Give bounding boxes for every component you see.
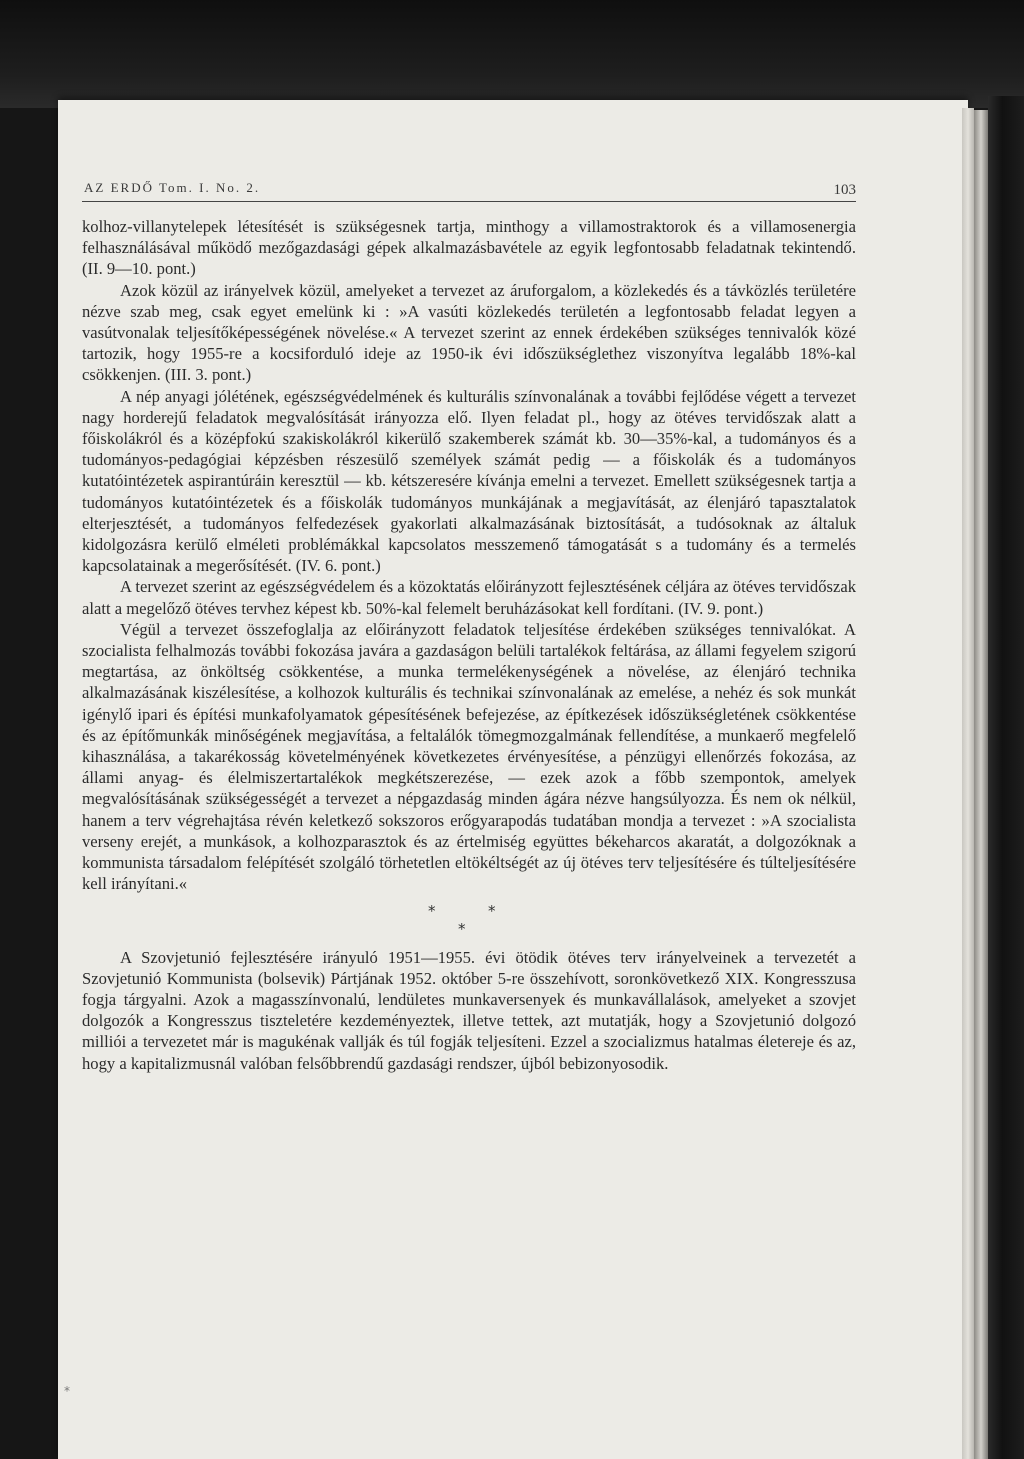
paragraph-4: A tervezet szerint az egészségvédelem és a közoktatás előirányzott fejlesztésének céljára az ötéves tervidőszak alatt a megelőző ötéves tervhez képest kb. 50%-kal felemelt beruházásokat kell fordítani. (IV. 9. pont.)	[82, 577, 856, 618]
separator-star: *	[428, 901, 436, 920]
section-separator	[82, 899, 856, 941]
page-edge-stack	[974, 110, 988, 1459]
paragraph-2: Azok közül az irányelvek közül, amelyeket a tervezet az áruforgalom, a közlekedés és a távközlés területére nézve szab meg, csak egyet emelünk ki : »A vasúti közlekedés területén a legfontosabb feladat legyen a vasútvonalak teljesítőképességének növelése.« A tervezet szerint az ennek érdekében szükséges tennivalók közé tartozik, hogy 1955-re a kocsiforduló ideje az 1950-ik évi időszükséglethez viszonyítva legalább 18%-kal csökkenjen. (III. 3. pont.)	[82, 280, 856, 385]
page-number: 103	[833, 182, 856, 198]
paragraph-5: Végül a tervezet összefoglalja az előirányzott feladatok teljesítése érdekében szükséges tennivalókat. A szocialista felhalmozás további fokozása javára a gazdaságon belüli tartalékok feltárása, az állami fegyelem szigorú megtartása, az önköltség csökkentése, a munka termelékenységének a növelése, az élenjáró technika alkalmazásának kiszélesítése, a kolhozok kulturális és technikai színvonalának az emelése, a nehéz és sok munkát igénylő ipari és építési munkafolyamatok gépesítésének befejezése, az építkezések időszükségletének csökkentése és az építőmunkák minőségének megjavítása, a feltalálók tömegmozgalmának fellendítése, a munkaerő megfelelő kihasználása, a takarékosság követelményének következetes érvényesítése, a pénzügyi ellenőrzés fokozása, az állami anyag- és élelmiszertartalékok megkétszerezése, — ezek azok a főbb szempontok, amelyek megvalósításának szükségességét a tervezet a népgazdaság minden ágára nézve hangsúlyozza. És nem ok nélkül, hanem a terv végrehajtása révén keletkező sokszoros erőgyarapodás tudatában mondja a tervezet : »A szocialista verseny erejét, a munkások, a kolhozparasztok és az értelmiség együttes békeharcos akaratát, a dolgozóknak a kommunista társadalom felépítését szolgáló törhetetlen eltökéltségét az új ötéves terv teljesítésére és túlteljesítésére kell irányítani.«	[82, 619, 856, 894]
separator-star: *	[488, 901, 496, 920]
article-body	[82, 216, 856, 1074]
running-title: AZ ERDŐ Tom. I. No. 2.	[84, 180, 261, 195]
closing-paragraph: A Szovjetunió fejlesztésére irányuló 1951—1955. évi ötödik ötéves terv irányelveinek a tervezetét a Szovjetunió Kommunista (bolsevik) Pártjának 1952. október 5-re összehívott, soronkövetkező XIX. Kongresszusa fogja tárgyalni. Azok a magasszínvonalú, lendületes munkaversenyek és munkavállalások, amelyeket a szovjet dolgozók a Kongresszus tiszteletére kezdeményeztek, illetve tettek, azt mutatják, hogy a Szovjetunió dolgozó milliói a tervezetet már is magukénak vallják és túl fogják teljesíteni. Ezzel a szocializmus hatalmas életereje és az, hogy a kapitalizmusnál valóban felsőbbrendű gazdasági rendszer, újból bebizonyosodik.	[82, 947, 856, 1073]
running-header	[84, 178, 856, 202]
header-rule	[82, 201, 856, 202]
scan-background-top	[0, 0, 1024, 108]
book-cover-edge	[988, 96, 1024, 1459]
footnote-mark: *	[64, 1384, 70, 1398]
separator-star: *	[458, 919, 466, 938]
page-edge	[962, 108, 974, 1459]
paragraph-1: kolhoz-villanytelepek létesítését is szükségesnek tartja, minthogy a villamostraktorok és a villamosenergia felhasználásával működő mezőgazdasági gépek alkalmazásbavétele az egyik legfontosabb feladatnak tekintendő. (II. 9—10. pont.)	[82, 217, 856, 279]
paragraph-3: A nép anyagi jólétének, egészségvédelmének és kulturális színvonalának a további fejlődése végett a tervezet nagy horderejű feladatok megvalósítását irányozza elő. Ilyen feladat pl., hogy az ötéves tervidőszak alatt a főiskolákról és a középfokú szakiskolákról kikerülő szakemberek számát kb. 30—35%-kal, a tudományos és a tudományos-pedagógiai képzésben részesülő személyek számát pedig — a főiskolák és a tudományos kutatóintézetek aspirantúráin keresztül — kb. kétszeresére kívánja emelni a tervezet. Emellett szükségesnek tartja a tudományos kutatóintézetek és a főiskolák tudományos munkájának a megjavítását, az élenjáró tapasztalatok elterjesztését, a tudományos felfedezések gyakorlati alkalmazásának biztosítását, a tudósoknak az általuk kidolgozásra kerülő elméleti problémákkal kapcsolatos messzemenő támogatását s a tudomány és a termelés kapcsolatainak a megerősítését. (IV. 6. pont.)	[82, 386, 856, 576]
